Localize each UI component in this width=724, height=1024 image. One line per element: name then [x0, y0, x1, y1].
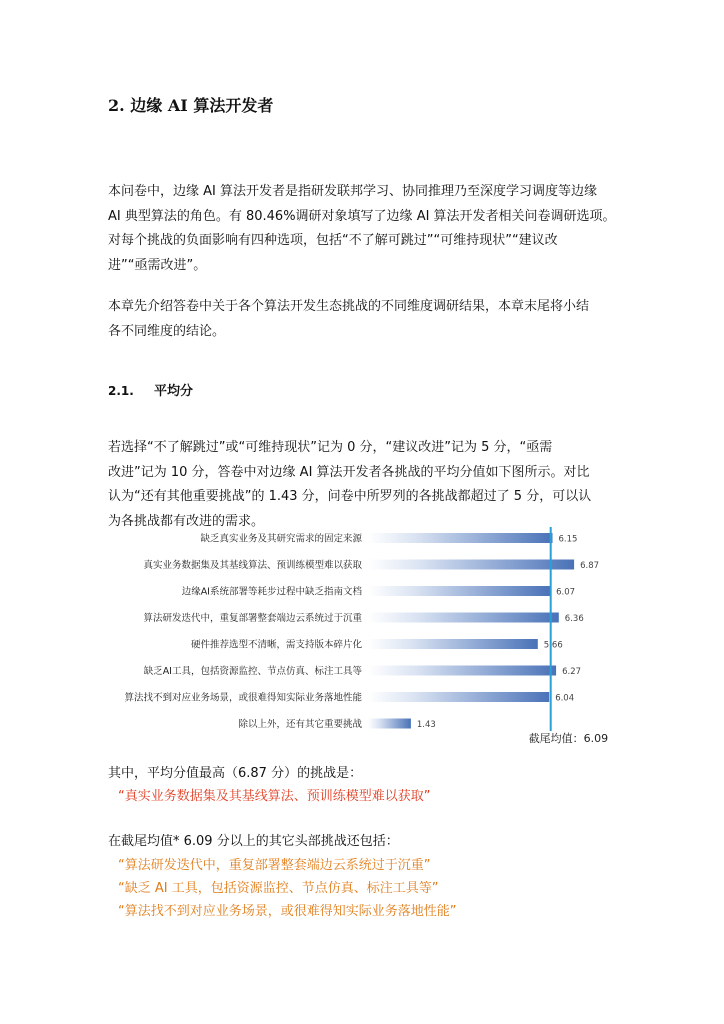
scoring-paragraph	[108, 436, 628, 534]
value-label: 6.36	[564, 614, 584, 624]
category-label: 除以上外，还有其它重要挑战	[238, 719, 362, 730]
average-score-bar-chart	[100, 525, 630, 747]
value-label: 6.87	[580, 561, 600, 571]
text-line: 为各挑战都有改进的需求。	[108, 513, 265, 529]
value-label: 6.07	[556, 587, 576, 598]
chart-bar	[368, 692, 549, 702]
category-label: 边缘AI系统部署等耗步过程中缺乏指南文档	[181, 586, 362, 598]
value-label: 6.15	[558, 534, 578, 545]
value-label: 6.27	[562, 667, 582, 677]
category-label: 缺乏AI工具，包括资源监控、节点仿真、标注工具等	[143, 666, 362, 677]
subsection-heading	[108, 380, 193, 399]
trimmed-mean-label: 截尾均值：6.09	[528, 732, 609, 745]
category-label: 算法研发迭代中，重复部署整套端边云系统过于沉重	[143, 613, 362, 624]
subsection-title: 平均分	[154, 384, 194, 399]
text-line: 进”“亟需改进”。	[108, 257, 207, 273]
chart-bar	[368, 586, 550, 596]
text-line: 对每个挑战的负面影响有四种选项，包括“不了解可跳过”“可维持现状”“建议改	[108, 233, 558, 248]
others-intro: 在截尾均值* 6.09 分以上的其它头部挑战还包括：	[108, 834, 399, 849]
others-item: “算法找不到对应业务场景，或很难得知实际业务落地性能”	[118, 904, 457, 919]
others-item: “算法研发迭代中，重复部署整套端边云系统过于沉重”	[118, 858, 431, 873]
chart-bar	[368, 533, 553, 543]
section-title: 2. 边缘 AI 算法开发者	[108, 96, 274, 115]
chart-bar	[368, 639, 538, 649]
text-line: 若选择“不了解跳过”或“可维持现状”记为 0 分，“建议改进”记为 5 分，“亟需	[108, 440, 553, 455]
chart-bar	[368, 719, 411, 729]
text-line: AI 典型算法的角色。有 80.46%调研对象填写了边缘 AI 算法开发者相关问卷调研选项。	[108, 208, 616, 224]
chart-bar	[368, 666, 556, 676]
category-label: 硬件推荐选型不清晰，需支持版本碎片化	[190, 639, 362, 651]
text-line: 各不同维度的结论。	[108, 323, 226, 339]
chart-bar	[368, 613, 559, 623]
subsection-number: 2.1.	[108, 384, 134, 398]
highest-intro: 其中，平均分值最高（6.87 分）的挑战是：	[108, 766, 363, 781]
text-line: 本问卷中，边缘 AI 算法开发者是指研发联邦学习、协同推理乃至深度学习调度等边缘	[108, 184, 597, 199]
others-item: “缺乏 AI 工具，包括资源监控、节点仿真、标注工具等”	[118, 881, 439, 896]
category-label: 真实业务数据集及其基线算法、预训练模型难以获取	[143, 560, 362, 571]
value-label: 1.43	[416, 720, 436, 730]
text-line: 认为“还有其他重要挑战”的 1.43 分，问卷中所罗列的各挑战都超过了 5 分，可以认	[108, 489, 592, 504]
highest-item: “真实业务数据集及其基线算法、预训练模型难以获取”	[118, 789, 431, 804]
text-line: 本章先介绍答卷中关于各个算法开发生态挑战的不同维度调研结果，本章末尾将小结	[108, 299, 590, 314]
value-label: 5.66	[543, 640, 563, 651]
category-label: 算法找不到对应业务场景，或很难得知实际业务落地性能	[124, 692, 362, 704]
text-line: 改进”记为 10 分，答卷中对边缘 AI 算法开发者各挑战的平均分值如下图所示。对比	[108, 464, 590, 480]
overview-paragraph	[108, 295, 628, 344]
intro-paragraph	[108, 180, 628, 278]
value-label: 6.04	[555, 693, 575, 704]
chart-bar	[368, 560, 574, 570]
category-label: 缺乏真实业务及其研究需求的固定来源	[200, 533, 362, 545]
